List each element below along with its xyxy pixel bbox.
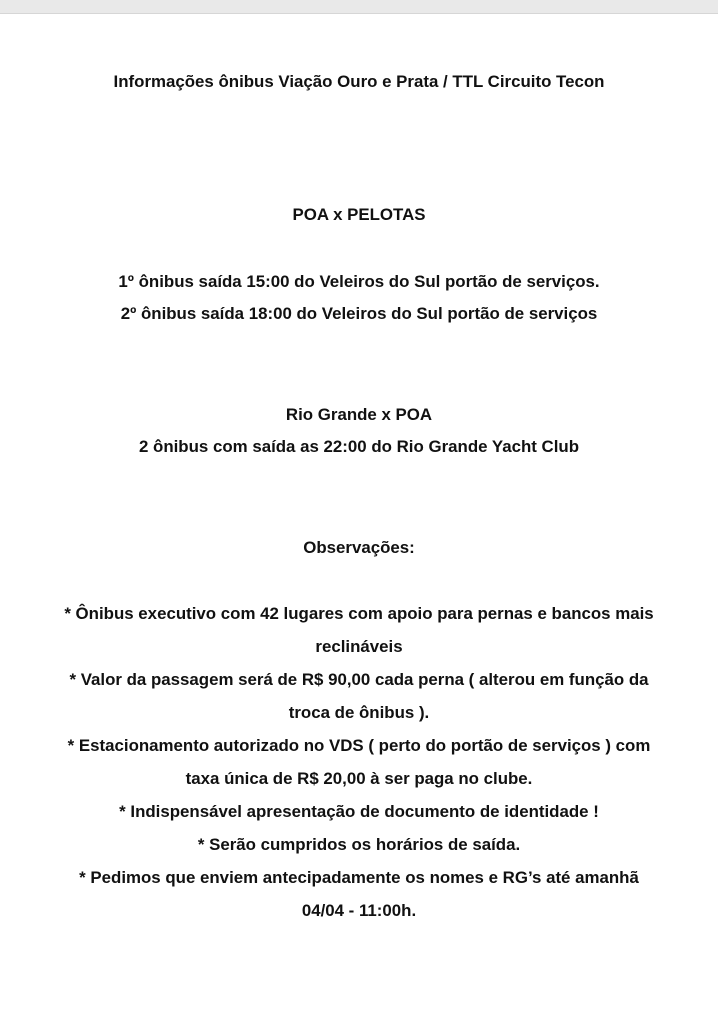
notes-line-6: taxa única de R$ 20,00 à ser paga no clube.: [185, 769, 533, 788]
notes-line-4: troca de ônibus ).: [288, 703, 430, 722]
notes-line-8: * Serão cumpridos os horários de saída.: [197, 835, 521, 854]
top-bar: [0, 0, 718, 14]
notes-line-7: * Indispensável apresentação de documento de identidade !: [119, 802, 599, 821]
route2-line-1: 2 ônibus com saída as 22:00 do Rio Grande Yacht Club: [138, 437, 580, 456]
notes-line-5: * Estacionamento autorizado no VDS ( perto do portão de serviços ) com: [67, 736, 651, 755]
notes-line-2: reclináveis: [315, 637, 403, 656]
route1-line-2: 2º ônibus saída 18:00 do Veleiros do Sul portão de serviços: [120, 304, 598, 323]
route1-heading: POA x PELOTAS: [292, 205, 426, 224]
route2-heading: Rio Grande x POA: [285, 405, 433, 424]
document-title: Informações ônibus Viação Ouro e Prata / TTL Circuito Tecon: [113, 72, 605, 91]
notes-line-9: * Pedimos que enviem antecipadamente os nomes e RG’s até amanhã: [79, 868, 639, 887]
notes-line-1: * Ônibus executivo com 42 lugares com apoio para pernas e bancos mais: [64, 604, 654, 623]
notes-heading: Observações:: [303, 538, 415, 557]
route1-line-1: 1º ônibus saída 15:00 do Veleiros do Sul portão de serviços.: [118, 272, 600, 291]
notes-line-3: * Valor da passagem será de R$ 90,00 cada perna ( alterou em função da: [69, 670, 649, 689]
notes-line-10: 04/04 - 11:00h.: [301, 901, 417, 920]
